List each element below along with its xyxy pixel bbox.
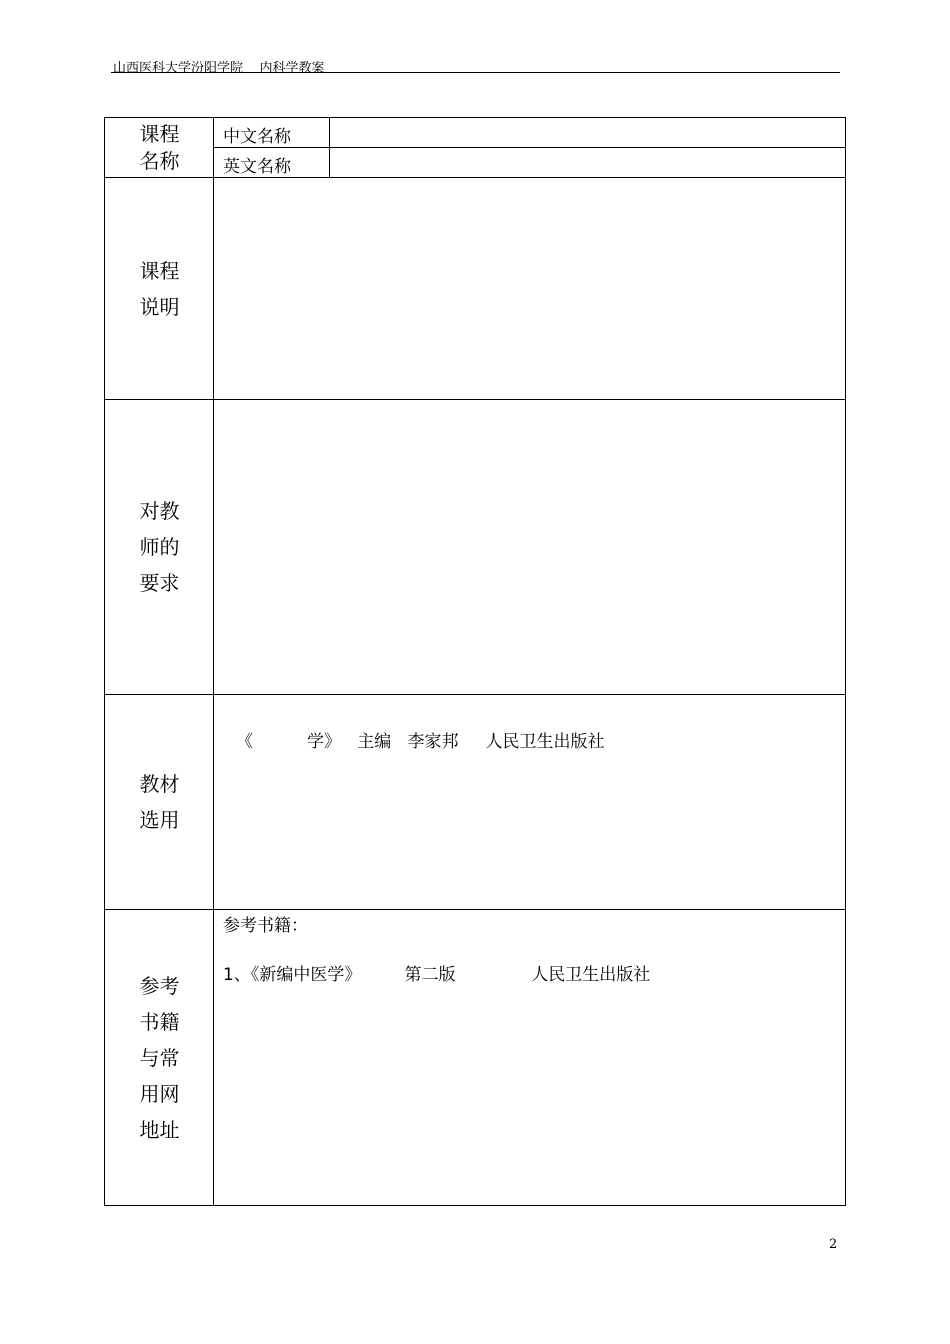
- chinese-name-label: 中文名称: [223, 127, 291, 147]
- course-name-label: 课程 名称: [139, 121, 180, 173]
- table-border-top: [104, 117, 846, 118]
- reference-item: 1、《新编中医学》 第二版 人民卫生出版社: [223, 965, 651, 985]
- header-title: 山西医科大学汾阳学院 内科学教案: [113, 61, 325, 76]
- textbook-label: 教材 选用: [139, 772, 180, 832]
- header-rule: [111, 72, 840, 73]
- row-divider: [104, 399, 846, 400]
- textbook-entry: 《 学》 主编 李家邦 人民卫生出版社: [236, 732, 605, 752]
- row-divider: [104, 694, 846, 695]
- english-name-label: 英文名称: [223, 157, 291, 177]
- table-border-bottom: [104, 1205, 846, 1206]
- references-heading: 参考书籍：: [223, 916, 308, 936]
- references-label: 参考 书籍 与常 用网 地址: [139, 973, 180, 1142]
- row-divider: [104, 177, 846, 178]
- row-divider: [104, 909, 846, 910]
- table-border-right: [845, 117, 846, 1206]
- row-divider: [214, 147, 845, 148]
- course-description-label: 课程 说明: [139, 258, 180, 319]
- teacher-requirements-label: 对教 师的 要求: [139, 499, 180, 595]
- name-subcolumn-divider: [329, 117, 330, 177]
- page-number: 2: [829, 1237, 838, 1252]
